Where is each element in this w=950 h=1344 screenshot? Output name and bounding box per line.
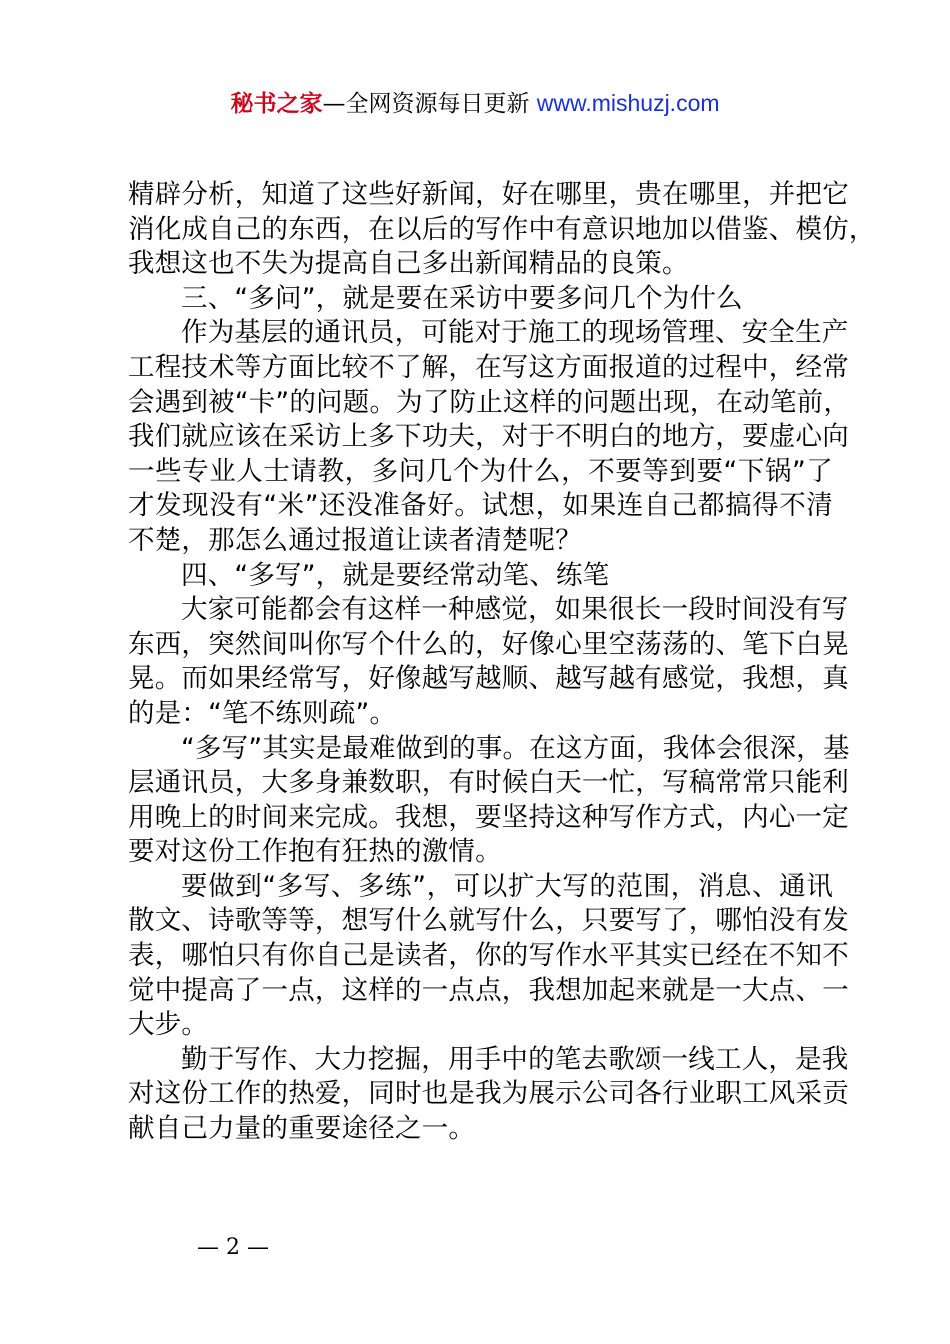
text-line: 散文、诗歌等等，想写什么就写什么，只要写了，哪怕没有发 <box>128 905 849 937</box>
site-header <box>0 88 950 119</box>
text-line: 晃。而如果经常写，好像越写越顺、越写越有感觉，我想，真 <box>128 663 849 695</box>
text-line: 大家可能都会有这样一种感觉，如果很长一段时间没有写 <box>181 594 849 626</box>
text-line: 东西，突然间叫你写个什么的，好像心里空荡荡的、笔下白晃 <box>128 628 849 660</box>
site-url-link[interactable]: www.mishuzj.com <box>536 90 720 116</box>
text-line: 才发现没有“米”还没准备好。试想，如果连自己都搞得不清 <box>128 490 833 522</box>
text-line: 工程技术等方面比较不了解，在写这方面报道的过程中，经常 <box>128 351 849 383</box>
section-heading: 四、“多写”，就是要经常动笔、练笔 <box>181 559 610 591</box>
text-line: 的是：“笔不练则疏”。 <box>128 697 397 729</box>
text-line: “多写”其实是最难做到的事。在这方面，我体会很深，基 <box>181 732 850 764</box>
text-line: 勤于写作、大力挖掘，用手中的笔去歌颂一线工人，是我 <box>181 1043 849 1075</box>
text-line: 用晚上的时间来完成。我想，要坚持这种写作方式，内心一定 <box>128 801 849 833</box>
text-line: 消化成自己的东西，在以后的写作中有意识地加以借鉴、模仿， <box>128 213 876 245</box>
text-line: 一些专业人士请教，多问几个为什么，不要等到要“下锅”了 <box>128 455 833 487</box>
text-line: 对这份工作的热爱，同时也是我为展示公司各行业职工风采贡 <box>128 1078 849 1110</box>
text-line: 献自己力量的重要途径之一。 <box>128 1113 476 1145</box>
text-line: 要做到“多写、多练”，可以扩大写的范围，消息、通讯 <box>181 870 833 902</box>
text-line: 大步。 <box>128 1009 209 1041</box>
text-line: 不楚，那怎么通过报道让读者清楚呢？ <box>128 524 582 556</box>
text-line: 会遇到被“卡”的问题。为了防止这样的问题出现，在动笔前， <box>128 386 851 418</box>
page-number: — 2 — <box>197 1235 269 1260</box>
text-line: 表，哪怕只有你自己是读者，你的写作水平其实已经在不知不 <box>128 940 849 972</box>
document-body <box>128 178 876 1147</box>
site-brand: 秘书之家 <box>230 91 323 117</box>
text-line: 层通讯员，大多身兼数职，有时候白天一忙，写稿常常只能利 <box>128 767 849 799</box>
section-heading: 三、“多问”，就是要在采访中要多问几个为什么 <box>181 282 743 314</box>
site-tagline: —全网资源每日更新 <box>322 91 537 117</box>
text-line: 我们就应该在采访上多下功夫，对于不明白的地方，要虚心向 <box>128 421 849 453</box>
text-line: 觉中提高了一点，这样的一点点，我想加起来就是一大点、一 <box>128 974 849 1006</box>
text-line: 精辟分析，知道了这些好新闻，好在哪里，贵在哪里，并把它 <box>128 179 849 210</box>
text-line: 要对这份工作抱有狂热的激情。 <box>128 836 502 868</box>
text-line: 我想这也不失为提高自己多出新闻精品的良策。 <box>128 248 689 280</box>
text-line: 作为基层的通讯员，可能对于施工的现场管理、安全生产 <box>181 317 849 349</box>
